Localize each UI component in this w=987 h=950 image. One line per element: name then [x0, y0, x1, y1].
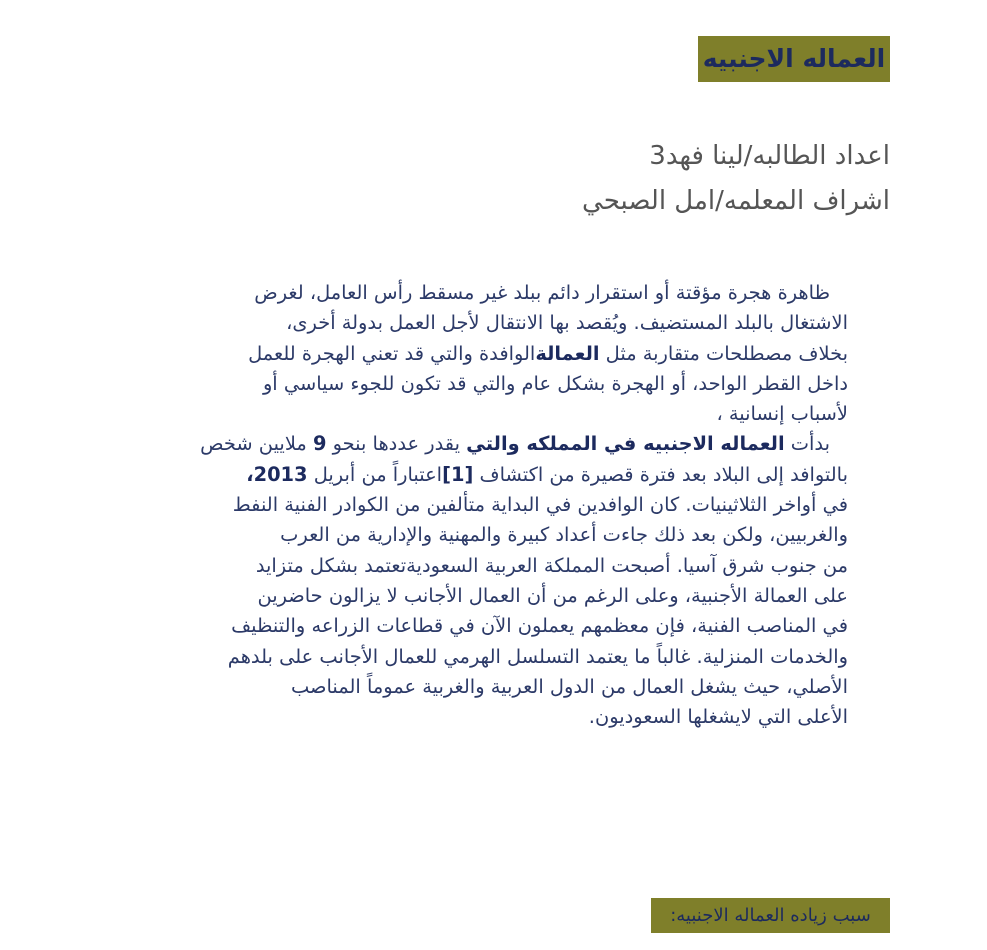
paragraph2-line: في أواخر الثلاثينيات. كان الوافدين في البداية متألفين من الكوادر الفنية النفط — [232, 493, 848, 517]
paragraph2-line — [108, 429, 848, 459]
paragraph2-line: في المناصب الفنية، فإن معظمهم يعملون الآن في قطاعات الزراعه والتنظيف — [231, 614, 848, 638]
text-run: يقدر عددها بنحو — [326, 432, 467, 456]
bold-term: العماله الاجنبيه في المملكه والتي — [466, 432, 785, 456]
paragraph2-line — [108, 460, 848, 490]
bold-number: 9 — [312, 432, 327, 456]
paragraph2-line: الأصلي، حيث يشغل العمال من الدول العربية والغربية عموماً المناصب — [291, 674, 848, 698]
section-heading: سبب زياده العماله الاجنبيه: — [651, 898, 890, 933]
bold-year: 2013، — [246, 462, 308, 486]
text-run: ملايين شخص — [200, 432, 313, 456]
document-title: العماله الاجنبيه — [698, 36, 890, 82]
reference-link[interactable]: [1] — [442, 462, 474, 486]
paragraph1-line — [108, 339, 848, 369]
bold-term: العمالة — [535, 341, 600, 365]
text-run: اعتباراً من أبريل — [307, 462, 443, 486]
paragraph2-line: والغربيين، ولكن بعد ذلك جاءت أعداد كبيرة والمهنية والإدارية من العرب — [280, 523, 848, 547]
student-credit: اعداد الطالبه/لينا فهد3 — [649, 141, 890, 171]
body-text — [108, 278, 848, 732]
paragraph2-line: من جنوب شرق آسيا. أصبحت المملكة العربية السعوديةتعتمد بشكل متزايد — [255, 553, 848, 577]
text-run: بالتوافد إلى البلاد بعد فترة قصيرة من اكتشاف — [473, 462, 848, 486]
credits-block — [390, 134, 890, 224]
paragraph1-line: داخل القطر الواحد، أو الهجرة بشكل عام والتي قد تكون للجوء سياسي أو — [262, 371, 848, 395]
paragraph1-line: الاشتغال بالبلد المستضيف. ويُقصد بها الانتقال لأجل العمل بدولة أخرى، — [286, 311, 848, 335]
paragraph2-line: الأعلى التي لايشغلها السعوديون. — [588, 705, 848, 729]
text-run: الوافدة والتي قد تعني الهجرة للعمل — [248, 341, 536, 365]
paragraph1-line: ظاهرة هجرة مؤقتة أو استقرار دائم ببلد غير مسقط رأس العامل، لغرض — [254, 281, 830, 304]
text-run: بدأت — [784, 432, 830, 456]
teacher-credit: اشراف المعلمه/امل الصبحي — [582, 186, 890, 216]
paragraph2-line: على العمالة الأجنبية، وعلى الرغم من أن العمال الأجانب لا يزالون حاضرين — [257, 583, 848, 607]
paragraph1-line: لأسباب إنسانية ، — [716, 402, 848, 426]
text-run: بخلاف مصطلحات متقاربة مثل — [599, 341, 848, 365]
paragraph2-line: والخدمات المنزلية. غالباً ما يعتمد التسلسل الهرمي للعمال الأجانب على بلدهم — [227, 644, 848, 668]
